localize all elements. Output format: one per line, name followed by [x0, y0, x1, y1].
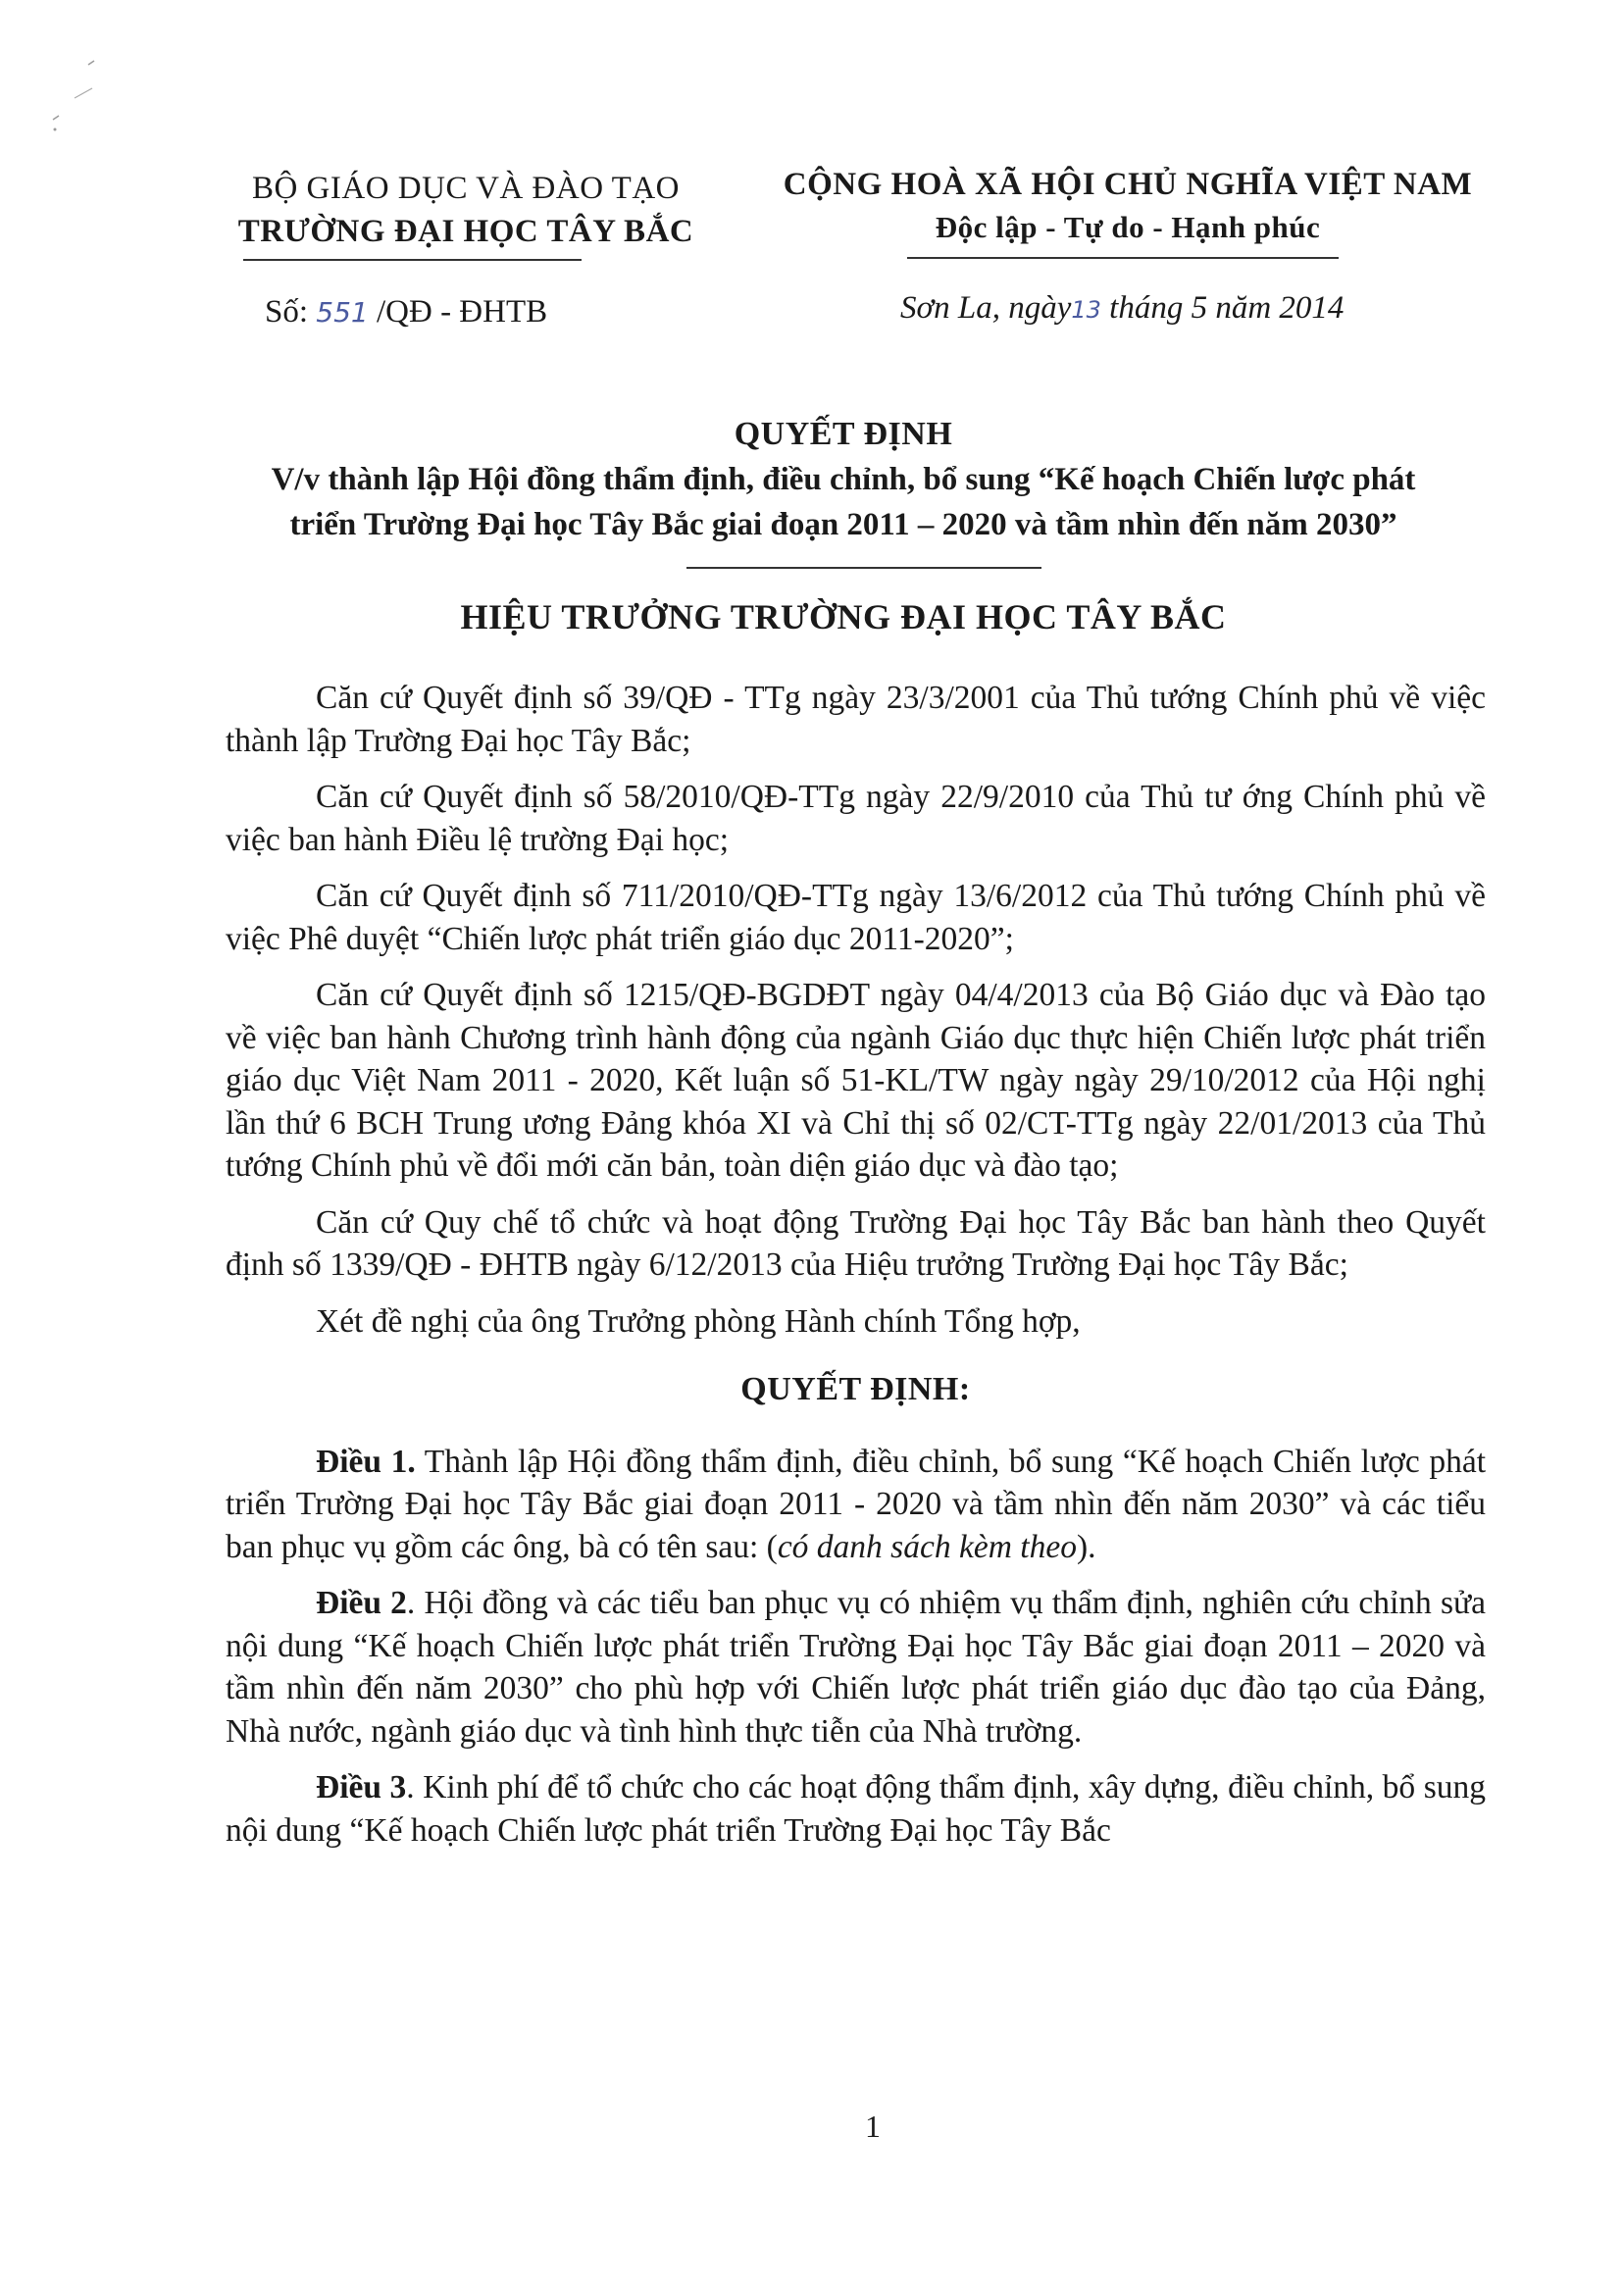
article-2	[226, 1582, 1486, 1753]
preamble-paragraph: Căn cứ Quyết định số 58/2010/QĐ-TTg ngày 22/9/2010 của Thủ tư ớng Chính phủ về việc ban hành Điều lệ trường Đại học;	[226, 779, 1486, 858]
place-and-date	[900, 290, 1344, 327]
article-text: . Kinh phí để tổ chức cho các hoạt động thẩm định, xây dựng, điều chỉnh, bổ sung nội dung “Kế hoạch Chiến lược phát triển Trường Đại học Tây Bắc	[226, 1769, 1486, 1849]
article-3	[226, 1766, 1486, 1852]
article-label: Điều 3	[316, 1769, 407, 1805]
article-label: Điều 2	[316, 1585, 407, 1621]
article-text: . Hội đồng và các tiểu ban phục vụ có nhiệm vụ thẩm định, nghiên cứu chỉnh sửa nội dung “Kế hoạch Chiến lược phát triển Trường Đại học Tây Bắc giai đoạn 2011 – 2020 và tầm nhìn đến năm 2030” cho phù hợp với Chiến lược phát triển giáo dục đào tạo của Đảng, Nhà nước, ngành giáo dục và tình hình thực tiễn của Nhà trường.	[226, 1585, 1487, 1750]
article-1	[226, 1441, 1486, 1569]
issuer-block	[211, 167, 721, 253]
authority-heading: HIỆU TRƯỞNG TRƯỜNG ĐẠI HỌC TÂY BẮC	[460, 597, 1227, 636]
subject-line-2: triển Trường Đại học Tây Bắc giai đoạn 2011 – 2020 và tầm nhìn đến năm 2030”	[289, 507, 1397, 542]
date-suffix: tháng 5 năm 2014	[1100, 290, 1345, 326]
subject-line-1: V/v thành lập Hội đồng thẩm định, điều chỉnh, bổ sung “Kế hoạch Chiến lược phát	[271, 462, 1416, 497]
school-name: TRƯỜNG ĐẠI HỌC TÂY BẮC	[237, 214, 694, 249]
issuer-underline	[243, 259, 582, 261]
date-prefix: Sơn La, ngày	[900, 290, 1072, 326]
national-motto: Độc lập - Tự do - Hạnh phúc	[935, 210, 1321, 244]
scan-speck	[45, 59, 104, 137]
national-title-block	[755, 163, 1500, 249]
handwritten-day: 13	[1071, 296, 1101, 324]
decision-heading: QUYẾT ĐỊNH	[734, 416, 953, 452]
motto-underline	[907, 257, 1339, 259]
number-prefix: Số:	[265, 294, 317, 330]
article-text: Thành lập Hội đồng thẩm định, điều chỉnh, bổ sung “Kế hoạch Chiến lược phát triển Trường Đại học Tây Bắc giai đoạn 2011 - 2020 và tầm nhìn đến năm 2030” và các tiểu ban phục vụ gồm các ông, bà có tên sau: (	[226, 1443, 1487, 1565]
handwritten-number: 551	[316, 296, 369, 329]
decision-subheading: QUYẾT ĐỊNH:	[740, 1371, 971, 1407]
preamble-paragraph: Căn cứ Quyết định số 39/QĐ - TTg ngày 23/3/2001 của Thủ tướng Chính phủ về việc thành lập Trường Đại học Tây Bắc;	[226, 680, 1486, 759]
preamble-paragraph: Xét đề nghị của ông Trưởng phòng Hành chính Tổng hợp,	[316, 1302, 1081, 1340]
preamble-paragraph: Căn cứ Quyết định số 711/2010/QĐ-TTg ngày 13/6/2012 của Thủ tướng Chính phủ về việc Phê duyệt “Chiến lược phát triển giáo dục 2011-2020”;	[226, 878, 1486, 957]
decision-title-block	[177, 412, 1510, 547]
article-italic-note: có danh sách kèm theo	[777, 1528, 1077, 1565]
title-underline	[686, 567, 1041, 569]
article-tail: ).	[1076, 1528, 1096, 1565]
preamble-paragraph: Căn cứ Quy chế tổ chức và hoạt động Trường Đại học Tây Bắc ban hành theo Quyết định số 1339/QĐ - ĐHTB ngày 6/12/2013 của Hiệu trưởng Trường Đại học Tây Bắc;	[226, 1203, 1486, 1283]
document-number	[265, 294, 547, 330]
country-name: CỘNG HOÀ XÃ HỘI CHỦ NGHĨA VIỆT NAM	[783, 167, 1473, 202]
document-body	[226, 677, 1486, 1865]
preamble-paragraph: Căn cứ Quyết định số 1215/QĐ-BGDĐT ngày 04/4/2013 của Bộ Giáo dục và Đào tạo về việc ban hành Chương trình hành động của ngành Giáo dục thực hiện Chiến lược phát triển giáo dục Việt Nam 2011 - 2020, Kết luận số 51-KL/TW ngày ngày 29/10/2012 của Hội nghị lần thứ 6 BCH Trung ương Đảng khóa XI và Chỉ thị số 02/CT-TTg ngày 22/01/2013 của Thủ tướng Chính phủ về đổi mới căn bản, toàn diện giáo dục và đào tạo;	[226, 977, 1486, 1184]
page-number: 1	[865, 2109, 881, 2144]
ministry-name: BỘ GIÁO DỤC VÀ ĐÀO TẠO	[251, 171, 681, 206]
number-suffix: /QĐ - ĐHTB	[368, 294, 548, 330]
article-label: Điều 1.	[316, 1443, 416, 1480]
